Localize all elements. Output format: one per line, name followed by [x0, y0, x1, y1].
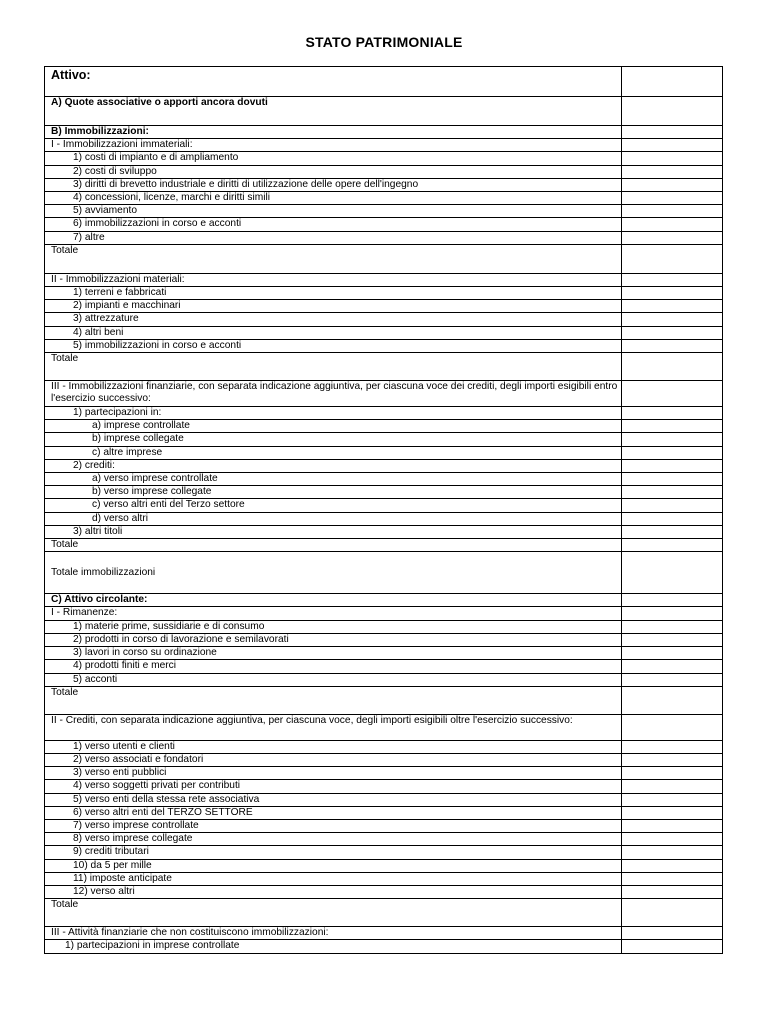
- row-amount-cell[interactable]: [621, 126, 722, 139]
- row-amount-cell[interactable]: [621, 940, 722, 953]
- table-row: [45, 97, 723, 126]
- table-row: [45, 899, 723, 927]
- row-description: 12) verso altri: [45, 885, 622, 898]
- row-amount-cell[interactable]: [621, 833, 722, 846]
- table-row: [45, 633, 723, 646]
- table-row: [45, 287, 723, 300]
- row-description: 1) costi di impianto e di ampliamento: [45, 152, 622, 165]
- table-row: [45, 819, 723, 832]
- row-description: 1) materie prime, sussidiarie e di consumo: [45, 620, 622, 633]
- table-row: [45, 152, 723, 165]
- row-description: 2) crediti:: [45, 459, 622, 472]
- row-description: 6) immobilizzazioni in corso e acconti: [45, 218, 622, 231]
- row-description: 3) altri titoli: [45, 525, 622, 538]
- row-description: b) imprese collegate: [45, 433, 622, 446]
- table-row: [45, 647, 723, 660]
- table-row: [45, 767, 723, 780]
- table-row: [45, 192, 723, 205]
- table-row: [45, 473, 723, 486]
- table-row: [45, 420, 723, 433]
- row-description: 3) diritti di brevetto industriale e diritti di utilizzazione delle opere dell'ingegno: [45, 178, 622, 191]
- row-amount-cell[interactable]: [621, 806, 722, 819]
- row-amount-cell[interactable]: [621, 714, 722, 740]
- table-row: [45, 552, 723, 594]
- row-amount-cell[interactable]: [621, 872, 722, 885]
- row-description: 5) verso enti della stessa rete associativa: [45, 793, 622, 806]
- row-amount-cell[interactable]: [621, 244, 722, 273]
- row-amount-cell[interactable]: [621, 512, 722, 525]
- row-amount-cell[interactable]: [621, 218, 722, 231]
- row-amount-cell[interactable]: [621, 446, 722, 459]
- row-amount-cell[interactable]: [621, 846, 722, 859]
- row-amount-cell[interactable]: [621, 381, 722, 407]
- table-row: [45, 459, 723, 472]
- table-row: [45, 512, 723, 525]
- row-description: 3) attrezzature: [45, 313, 622, 326]
- row-description: Totale: [45, 686, 622, 714]
- row-amount-cell[interactable]: [621, 525, 722, 538]
- table-row: [45, 353, 723, 381]
- row-amount-cell[interactable]: [621, 300, 722, 313]
- row-amount-cell[interactable]: [621, 793, 722, 806]
- row-description: 5) avviamento: [45, 205, 622, 218]
- table-row: [45, 381, 723, 407]
- row-description: 6) verso altri enti del TERZO SETTORE: [45, 806, 622, 819]
- row-description: B) Immobilizzazioni:: [45, 126, 622, 139]
- row-amount-cell[interactable]: [621, 780, 722, 793]
- row-amount-cell[interactable]: [621, 407, 722, 420]
- table-row: [45, 780, 723, 793]
- table-row: [45, 940, 723, 953]
- table-row: [45, 539, 723, 552]
- table-row: [45, 753, 723, 766]
- row-description: C) Attivo circolante:: [45, 594, 622, 607]
- row-description: Totale: [45, 899, 622, 927]
- row-description: 4) altri beni: [45, 326, 622, 339]
- table-row: [45, 313, 723, 326]
- row-amount-cell[interactable]: [621, 192, 722, 205]
- row-description: 4) prodotti finiti e merci: [45, 660, 622, 673]
- table-row: [45, 594, 723, 607]
- row-amount-cell[interactable]: [621, 433, 722, 446]
- row-description: 10) da 5 per mille: [45, 859, 622, 872]
- row-description: a) verso imprese controllate: [45, 473, 622, 486]
- row-description: Totale: [45, 244, 622, 273]
- row-amount-cell[interactable]: [621, 927, 722, 940]
- row-amount-cell[interactable]: [621, 67, 722, 97]
- row-description: 2) impianti e macchinari: [45, 300, 622, 313]
- row-amount-cell[interactable]: [621, 473, 722, 486]
- row-amount-cell[interactable]: [621, 139, 722, 152]
- table-row: [45, 326, 723, 339]
- table-row: [45, 165, 723, 178]
- row-description: 8) verso imprese collegate: [45, 833, 622, 846]
- row-description: Totale: [45, 539, 622, 552]
- row-amount-cell[interactable]: [621, 231, 722, 244]
- row-amount-cell[interactable]: [621, 686, 722, 714]
- row-description: 1) terreni e fabbricati: [45, 287, 622, 300]
- balance-sheet-table: [44, 66, 723, 954]
- balance-sheet-body: [45, 67, 723, 954]
- table-row: [45, 620, 723, 633]
- table-row: [45, 859, 723, 872]
- table-row: [45, 433, 723, 446]
- table-row: [45, 927, 723, 940]
- table-row: [45, 67, 723, 97]
- row-description: Totale: [45, 353, 622, 381]
- row-description: c) altre imprese: [45, 446, 622, 459]
- row-amount-cell[interactable]: [621, 552, 722, 594]
- row-description: 1) verso utenti e clienti: [45, 740, 622, 753]
- row-amount-cell[interactable]: [621, 499, 722, 512]
- row-amount-cell[interactable]: [621, 594, 722, 607]
- page-title: STATO PATRIMONIALE: [305, 34, 463, 50]
- row-amount-cell[interactable]: [621, 859, 722, 872]
- table-row: [45, 872, 723, 885]
- row-description: 7) verso imprese controllate: [45, 819, 622, 832]
- table-row: [45, 740, 723, 753]
- row-amount-cell[interactable]: [621, 899, 722, 927]
- table-row: [45, 244, 723, 273]
- row-description: 5) immobilizzazioni in corso e acconti: [45, 339, 622, 352]
- table-row: [45, 273, 723, 286]
- row-amount-cell[interactable]: [621, 753, 722, 766]
- row-amount-cell[interactable]: [621, 819, 722, 832]
- row-amount-cell[interactable]: [621, 647, 722, 660]
- table-row: [45, 339, 723, 352]
- row-description: II - Immobilizzazioni materiali:: [45, 273, 622, 286]
- row-description: a) imprese controllate: [45, 420, 622, 433]
- row-description: 9) crediti tributari: [45, 846, 622, 859]
- table-row: [45, 793, 723, 806]
- row-description: 5) acconti: [45, 673, 622, 686]
- table-row: [45, 714, 723, 740]
- row-description: 4) concessioni, licenze, marchi e diritti simili: [45, 192, 622, 205]
- table-row: [45, 806, 723, 819]
- row-amount-cell[interactable]: [621, 273, 722, 286]
- table-row: [45, 607, 723, 620]
- row-description: Totale immobilizzazioni: [45, 552, 622, 594]
- row-description: I - Rimanenze:: [45, 607, 622, 620]
- row-description: 3) lavori in corso su ordinazione: [45, 647, 622, 660]
- row-description: 2) verso associati e fondatori: [45, 753, 622, 766]
- row-amount-cell[interactable]: [621, 459, 722, 472]
- row-amount-cell[interactable]: [621, 97, 722, 126]
- table-row: [45, 525, 723, 538]
- row-description: II - Crediti, con separata indicazione aggiuntiva, per ciascuna voce, degli importi esigibili oltre l'esercizio successivo:: [45, 714, 622, 740]
- row-amount-cell[interactable]: [621, 339, 722, 352]
- table-row: [45, 178, 723, 191]
- row-description: 7) altre: [45, 231, 622, 244]
- row-amount-cell[interactable]: [621, 620, 722, 633]
- table-row: [45, 673, 723, 686]
- table-row: [45, 139, 723, 152]
- row-amount-cell[interactable]: [621, 165, 722, 178]
- row-amount-cell[interactable]: [621, 767, 722, 780]
- row-amount-cell[interactable]: [621, 353, 722, 381]
- row-description: 2) costi di sviluppo: [45, 165, 622, 178]
- table-row: [45, 300, 723, 313]
- row-amount-cell[interactable]: [621, 633, 722, 646]
- table-row: [45, 486, 723, 499]
- row-amount-cell[interactable]: [621, 740, 722, 753]
- row-description: 1) partecipazioni in:: [45, 407, 622, 420]
- table-row: [45, 205, 723, 218]
- row-description: d) verso altri: [45, 512, 622, 525]
- row-description: c) verso altri enti del Terzo settore: [45, 499, 622, 512]
- row-amount-cell[interactable]: [621, 673, 722, 686]
- row-description: 2) prodotti in corso di lavorazione e semilavorati: [45, 633, 622, 646]
- row-amount-cell[interactable]: [621, 539, 722, 552]
- table-row: [45, 846, 723, 859]
- row-description: I - Immobilizzazioni immateriali:: [45, 139, 622, 152]
- table-row: [45, 231, 723, 244]
- table-row: [45, 660, 723, 673]
- row-amount-cell[interactable]: [621, 313, 722, 326]
- row-description: 11) imposte anticipate: [45, 872, 622, 885]
- row-description: b) verso imprese collegate: [45, 486, 622, 499]
- table-row: [45, 833, 723, 846]
- row-description: 3) verso enti pubblici: [45, 767, 622, 780]
- row-amount-cell[interactable]: [621, 420, 722, 433]
- row-amount-cell[interactable]: [621, 205, 722, 218]
- row-amount-cell[interactable]: [621, 660, 722, 673]
- row-description: A) Quote associative o apporti ancora dovuti: [45, 97, 622, 126]
- row-description: 1) partecipazioni in imprese controllate: [45, 940, 622, 953]
- table-row: [45, 686, 723, 714]
- row-amount-cell[interactable]: [621, 885, 722, 898]
- table-row: [45, 126, 723, 139]
- row-description: Attivo:: [45, 67, 622, 97]
- table-row: [45, 407, 723, 420]
- row-description: III - Attività finanziarie che non costituiscono immobilizzazioni:: [45, 927, 622, 940]
- row-amount-cell[interactable]: [621, 326, 722, 339]
- row-description: III - Immobilizzazioni finanziarie, con separata indicazione aggiuntiva, per ciascuna voce dei crediti, degli importi esigibili entro l'esercizio successivo:: [45, 381, 622, 407]
- row-amount-cell[interactable]: [621, 287, 722, 300]
- row-amount-cell[interactable]: [621, 486, 722, 499]
- table-row: [45, 446, 723, 459]
- row-amount-cell[interactable]: [621, 178, 722, 191]
- table-row: [45, 218, 723, 231]
- row-description: 4) verso soggetti privati per contributi: [45, 780, 622, 793]
- table-row: [45, 499, 723, 512]
- row-amount-cell[interactable]: [621, 607, 722, 620]
- table-row: [45, 885, 723, 898]
- row-amount-cell[interactable]: [621, 152, 722, 165]
